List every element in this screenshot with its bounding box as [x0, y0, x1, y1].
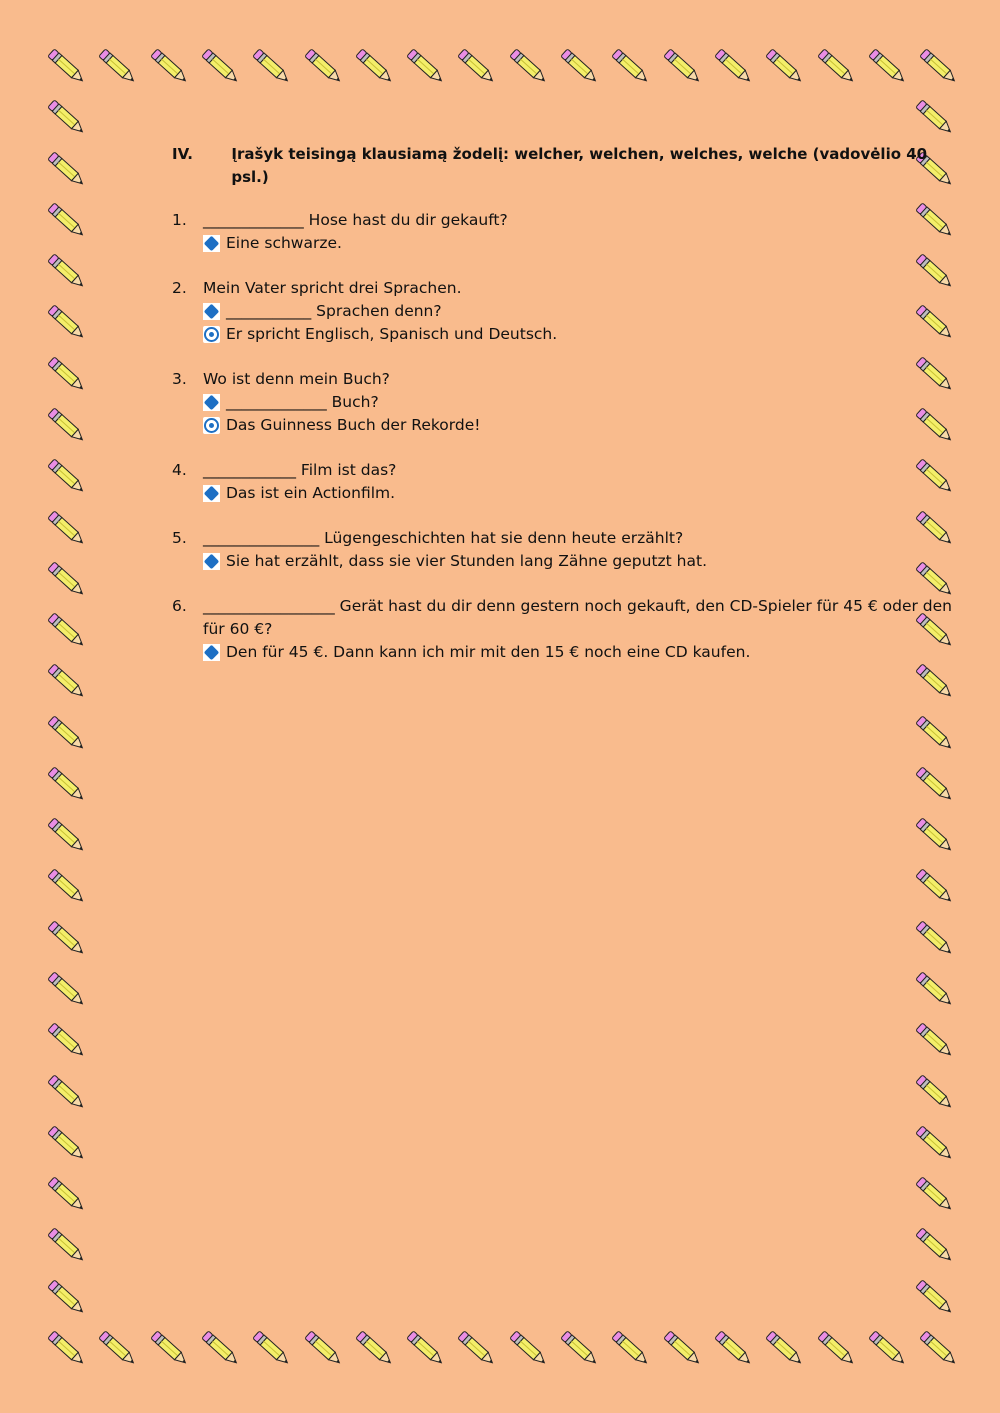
- pencil-icon: [504, 1324, 552, 1372]
- pencil-icon: [910, 709, 958, 757]
- diamond-bullet-icon: [203, 303, 220, 320]
- answer-line: [203, 300, 962, 323]
- pencil-icon: [910, 1119, 958, 1167]
- pencil-icon: [760, 42, 808, 90]
- answer-line: [203, 414, 962, 437]
- question-number: 6.: [172, 597, 187, 615]
- pencil-icon: [863, 42, 911, 90]
- pencil-icon: [42, 196, 90, 244]
- pencil-icon: [42, 606, 90, 654]
- answer-line: [203, 232, 962, 255]
- question-number: 3.: [172, 370, 187, 388]
- pencil-icon: [42, 760, 90, 808]
- pencil-icon: [350, 1324, 398, 1372]
- pencil-icon: [910, 93, 958, 141]
- pencil-icon: [42, 452, 90, 500]
- pencil-icon: [452, 1324, 500, 1372]
- pencil-icon: [42, 93, 90, 141]
- pencil-icon: [299, 1324, 347, 1372]
- pencil-icon: [42, 1170, 90, 1218]
- pencil-icon: [606, 42, 654, 90]
- pencil-icon: [42, 298, 90, 346]
- pencil-icon: [42, 1119, 90, 1167]
- question-1: [172, 209, 962, 255]
- pencil-icon: [42, 1324, 90, 1372]
- question-prompt: Mein Vater spricht drei Sprachen.: [203, 279, 462, 297]
- pencil-icon: [910, 862, 958, 910]
- answer-text: ___________ Sprachen denn?: [226, 302, 442, 320]
- answer-line: [203, 550, 962, 573]
- pencil-icon: [910, 914, 958, 962]
- pencil-icon: [914, 1324, 962, 1372]
- pencil-icon: [145, 42, 193, 90]
- pencil-icon: [93, 1324, 141, 1372]
- pencil-icon: [42, 1016, 90, 1064]
- question-prompt: ____________ Film ist das?: [203, 461, 397, 479]
- pencil-icon: [760, 1324, 808, 1372]
- question-number: 4.: [172, 461, 187, 479]
- pencil-icon: [910, 1221, 958, 1269]
- question-number: 2.: [172, 279, 187, 297]
- exercise-instruction: Įrašyk teisingą klausiamą žodelį: welcher, welchen, welches, welche (vadovėlio 40 psl.): [231, 145, 928, 186]
- answer-text: Eine schwarze.: [226, 234, 342, 252]
- ring-bullet-icon: [203, 326, 220, 343]
- pencil-icon: [42, 657, 90, 705]
- pencil-icon: [709, 1324, 757, 1372]
- question-prompt: _______________ Lügengeschichten hat sie denn heute erzählt?: [203, 529, 684, 547]
- pencil-icon: [452, 42, 500, 90]
- pencil-icon: [42, 350, 90, 398]
- exercise-heading: [172, 143, 962, 189]
- answer-line: [203, 641, 962, 664]
- pencil-icon: [42, 1221, 90, 1269]
- question-prompt: _____________ Hose hast du dir gekauft?: [203, 211, 508, 229]
- question-prompt: Wo ist denn mein Buch?: [203, 370, 390, 388]
- pencil-icon: [196, 1324, 244, 1372]
- pencil-icon: [42, 42, 90, 90]
- question-5: [172, 527, 962, 573]
- question-3: [172, 368, 962, 437]
- answer-text: Sie hat erzählt, dass sie vier Stunden lang Zähne geputzt hat.: [226, 552, 708, 570]
- pencil-icon: [658, 1324, 706, 1372]
- pencil-icon: [350, 42, 398, 90]
- pencil-icon: [42, 862, 90, 910]
- exercise-number: IV.: [172, 145, 193, 163]
- answer-text: Das Guinness Buch der Rekorde!: [226, 416, 481, 434]
- pencil-icon: [401, 1324, 449, 1372]
- pencil-icon: [42, 247, 90, 295]
- pencil-icon: [42, 145, 90, 193]
- pencil-icon: [504, 42, 552, 90]
- diamond-bullet-icon: [203, 644, 220, 661]
- diamond-bullet-icon: [203, 394, 220, 411]
- pencil-icon: [42, 555, 90, 603]
- answer-text: Den für 45 €. Dann kann ich mir mit den 15 € noch eine CD kaufen.: [226, 643, 751, 661]
- pencil-icon: [42, 504, 90, 552]
- pencil-icon: [910, 1170, 958, 1218]
- answer-text: Das ist ein Actionfilm.: [226, 484, 396, 502]
- pencil-icon: [555, 1324, 603, 1372]
- pencil-icon: [196, 42, 244, 90]
- question-6: [172, 595, 962, 664]
- pencil-icon: [812, 42, 860, 90]
- question-2: [172, 277, 962, 346]
- pencil-icon: [401, 42, 449, 90]
- pencil-icon: [863, 1324, 911, 1372]
- question-number: 1.: [172, 211, 187, 229]
- pencil-icon: [42, 1273, 90, 1321]
- pencil-icon: [658, 42, 706, 90]
- pencil-icon: [42, 709, 90, 757]
- pencil-icon: [42, 1068, 90, 1116]
- pencil-icon: [42, 965, 90, 1013]
- pencil-icon: [42, 811, 90, 859]
- pencil-icon: [910, 1016, 958, 1064]
- diamond-bullet-icon: [203, 485, 220, 502]
- answer-text: Er spricht Englisch, Spanisch und Deutsch.: [226, 325, 558, 343]
- pencil-icon: [709, 42, 757, 90]
- answer-line: [203, 391, 962, 414]
- pencil-icon: [247, 1324, 295, 1372]
- pencil-icon: [299, 42, 347, 90]
- diamond-bullet-icon: [203, 553, 220, 570]
- pencil-icon: [914, 42, 962, 90]
- answer-line: [203, 482, 962, 505]
- diamond-bullet-icon: [203, 235, 220, 252]
- pencil-icon: [812, 1324, 860, 1372]
- pencil-icon: [555, 42, 603, 90]
- pencil-icon: [93, 42, 141, 90]
- pencil-icon: [910, 965, 958, 1013]
- pencil-icon: [247, 42, 295, 90]
- answer-text: _____________ Buch?: [226, 393, 379, 411]
- pencil-icon: [910, 760, 958, 808]
- pencil-icon: [910, 811, 958, 859]
- pencil-icon: [42, 914, 90, 962]
- pencil-icon: [145, 1324, 193, 1372]
- answer-line: [203, 323, 962, 346]
- question-4: [172, 459, 962, 505]
- question-prompt: _________________ Gerät hast du dir denn gestern noch gekauft, den CD-Spieler für 45 € oder den für 60 €?: [203, 597, 953, 638]
- ring-bullet-icon: [203, 417, 220, 434]
- pencil-icon: [606, 1324, 654, 1372]
- worksheet: [172, 143, 962, 686]
- question-number: 5.: [172, 529, 187, 547]
- pencil-icon: [42, 401, 90, 449]
- pencil-icon: [910, 1068, 958, 1116]
- pencil-icon: [910, 1273, 958, 1321]
